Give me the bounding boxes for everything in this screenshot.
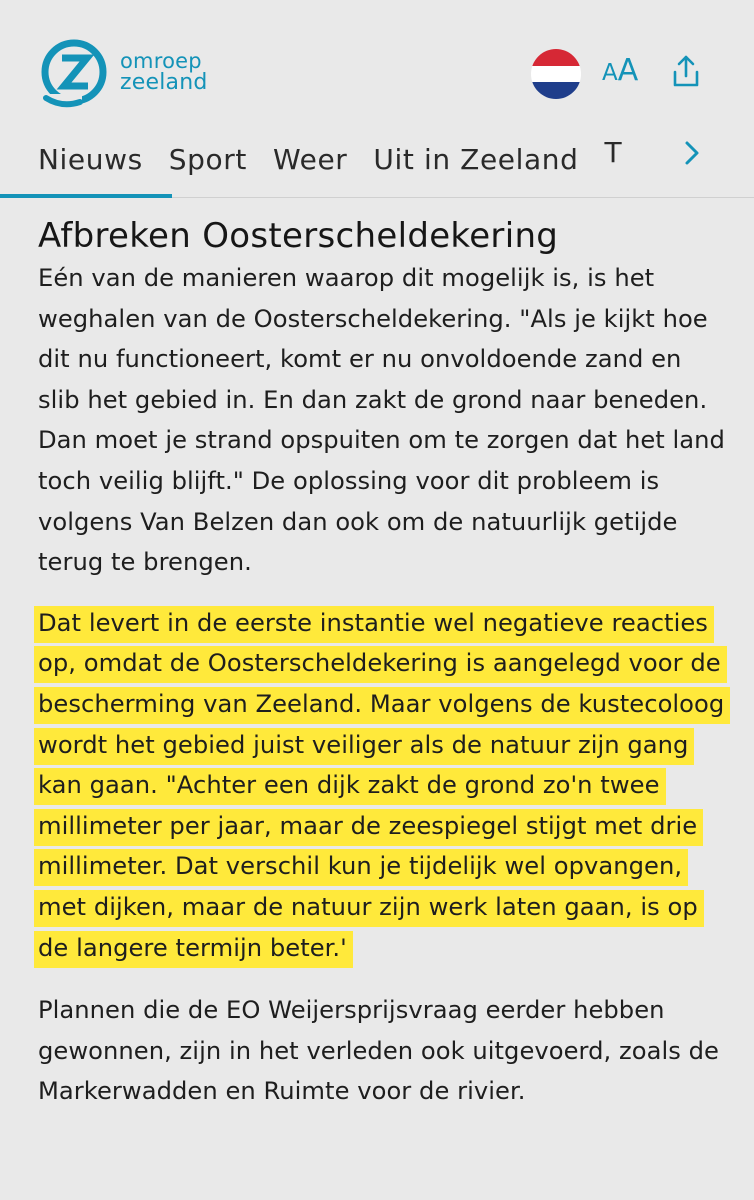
tab-sport[interactable]: Sport: [168, 143, 247, 176]
logo-z-icon: [40, 38, 112, 110]
article-paragraph: Plannen die de EO Weijersprijsvraag eerder hebben gewonnen, zijn in het verleden ook uitgevoerd, zoals de Markerwadden en Ruimte voor de rivier.: [38, 996, 719, 1106]
share-icon: [671, 54, 701, 90]
nav-scroll-right-button[interactable]: [682, 136, 704, 174]
tab-uit-in-zeeland[interactable]: Uit in Zeeland: [373, 143, 579, 176]
share-button[interactable]: [671, 54, 701, 94]
section-nav: [0, 126, 754, 198]
logo-line-2: zeeland: [120, 70, 208, 95]
highlighted-text: Dat levert in de eerste instantie wel negatieve reacties op, omdat de Oosterscheldekering is aangelegd voor de bescherming van Zeeland. Maar volgens de kustecoloog wordt het gebied juist veiliger als de natuur zijn gang kan gaan. "Achter een dijk zakt de grond zo'n twee millimeter per jaar, maar de zeespiegel stijgt met drie millimeter. Dat verschil kun je tijdelijk wel opvangen, met dijken, maar de natuur zijn werk laten gaan, is op de langere termijn beter.': [34, 606, 730, 968]
font-size-large-glyph: A: [617, 53, 639, 88]
section-heading: Afbreken Oosterscheldekering: [38, 216, 559, 256]
highlighted-paragraph: [38, 603, 728, 968]
font-size-small-glyph: A: [602, 60, 618, 86]
chevron-right-icon: [682, 136, 704, 170]
dutch-flag-icon[interactable]: [531, 49, 581, 99]
logo-wordmark: [120, 50, 208, 94]
article-body: [38, 214, 728, 1112]
app-header: [0, 0, 754, 115]
font-size-button[interactable]: [602, 53, 639, 90]
tab-weer[interactable]: Weer: [272, 143, 348, 176]
omroep-zeeland-logo[interactable]: [40, 38, 250, 108]
article-paragraph: Eén van de manieren waarop dit mogelijk is, is het weghalen van de Oosterscheldekering. "Als je kijkt hoe dit nu functioneert, komt er nu onvoldoende zand en slib het gebied in. En dan zakt de grond naar beneden. Dan moet je strand opspuiten om te zorgen dat het land toch veilig blijft." De oplossing voor dit probleem is volgens Van Belzen dan ook om de natuurlijk getijde terug te brengen.: [38, 264, 725, 577]
tab-nieuws[interactable]: Nieuws: [38, 143, 143, 176]
tab-partial[interactable]: T: [604, 136, 623, 169]
nav-fade: [660, 126, 754, 190]
logo-line-1: omroep: [120, 49, 202, 73]
active-tab-indicator: [0, 194, 172, 198]
